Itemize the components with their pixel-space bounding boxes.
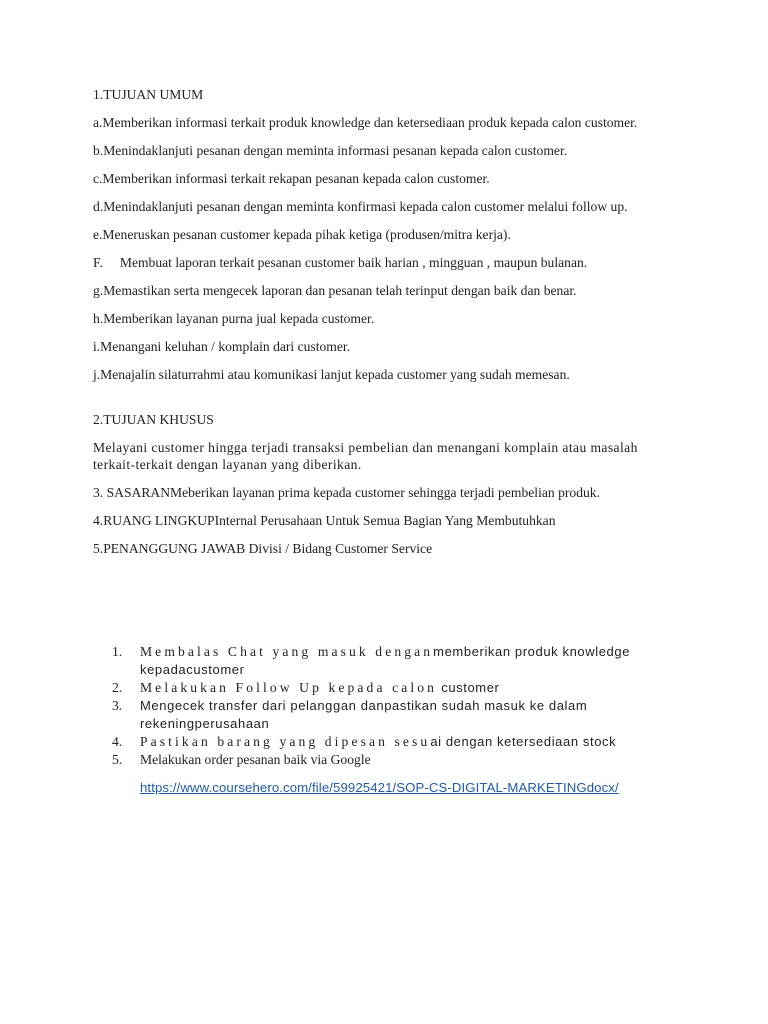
procedure-step [112, 643, 672, 679]
tujuan-khusus-body: Melayani customer hingga terjadi transaksi pembelian dan menangani komplain atau masalah terkait-terkait dengan layanan yang diberikan. [93, 439, 638, 472]
step-text-spaced: Pastikan barang yang dipesan sesu [140, 734, 431, 749]
step-text: ai dengan ketersediaan stock [430, 734, 617, 749]
procedure-step [112, 733, 672, 751]
list-item-a: a.Memberikan informasi terkait produk knowledge dan ketersediaan produk kepada calon customer. [93, 115, 638, 130]
step-text-spaced: Membalas Chat yang masuk dengan [140, 644, 434, 659]
step-number: 1. [112, 644, 123, 659]
step-text: Mengecek transfer dari pelanggan danpastikan sudah masuk ke dalam rekeningperusahaan [140, 698, 588, 731]
list-item-b: b.Menindaklanjuti pesanan dengan meminta informasi pesanan kepada calon customer. [93, 143, 568, 158]
step-number: 5. [112, 752, 123, 767]
ruang-lingkup-line: 4.RUANG LINGKUPInternal Perusahaan Untuk Semua Bagian Yang Membutuhkan [93, 513, 556, 528]
procedure-step [112, 679, 672, 697]
source-link[interactable]: https://www.coursehero.com/file/59925421/SOP-CS-DIGITAL-MARKETINGdocx/ [140, 780, 619, 795]
list-item-e: e.Meneruskan pesanan customer kepada pihak ketiga (produsen/mitra kerja). [93, 227, 511, 242]
sasaran-line: 3. SASARANMeberikan layanan prima kepada customer sehingga terjadi pembelian produk. [93, 485, 600, 500]
step-number: 2. [112, 680, 123, 695]
document-page [93, 86, 683, 558]
list-item-g: g.Memastikan serta mengecek laporan dan pesanan telah terinput dengan baik dan benar. [93, 283, 577, 298]
list-item-j: j.Menajalin silaturrahmi atau komunikasi lanjut kepada customer yang sudah memesan. [93, 367, 570, 382]
list-item-c: c.Memberikan informasi terkait rekapan pesanan kepada calon customer. [93, 171, 490, 186]
penanggung-jawab-line: 5.PENANGGUNG JAWAB Divisi / Bidang Customer Service [93, 541, 433, 556]
step-text: Melakukan order pesanan baik via Google [140, 752, 371, 767]
list-item-f: F. Membuat laporan terkait pesanan customer baik harian , mingguan , maupun bulanan. [93, 255, 588, 270]
list-item-d: d.Menindaklanjuti pesanan dengan meminta konfirmasi kepada calon customer melalui follow up. [93, 199, 628, 214]
heading-tujuan-umum: 1.TUJUAN UMUM [93, 87, 204, 102]
step-text: customer [437, 680, 500, 695]
step-number: 4. [112, 734, 123, 749]
heading-tujuan-khusus: 2.TUJUAN KHUSUS [93, 411, 214, 427]
list-item-i: i.Menangani keluhan / komplain dari customer. [93, 339, 351, 354]
list-item-h: h.Memberikan layanan purna jual kepada customer. [93, 311, 375, 326]
procedure-step [112, 751, 672, 769]
procedure-step [112, 697, 672, 733]
step-text-spaced: Melakukan Follow Up kepada calon [140, 680, 438, 695]
step-text: memberikan produk knowledge kepadacustomer [140, 644, 631, 677]
procedure-list [112, 643, 672, 769]
step-number: 3. [112, 698, 123, 713]
